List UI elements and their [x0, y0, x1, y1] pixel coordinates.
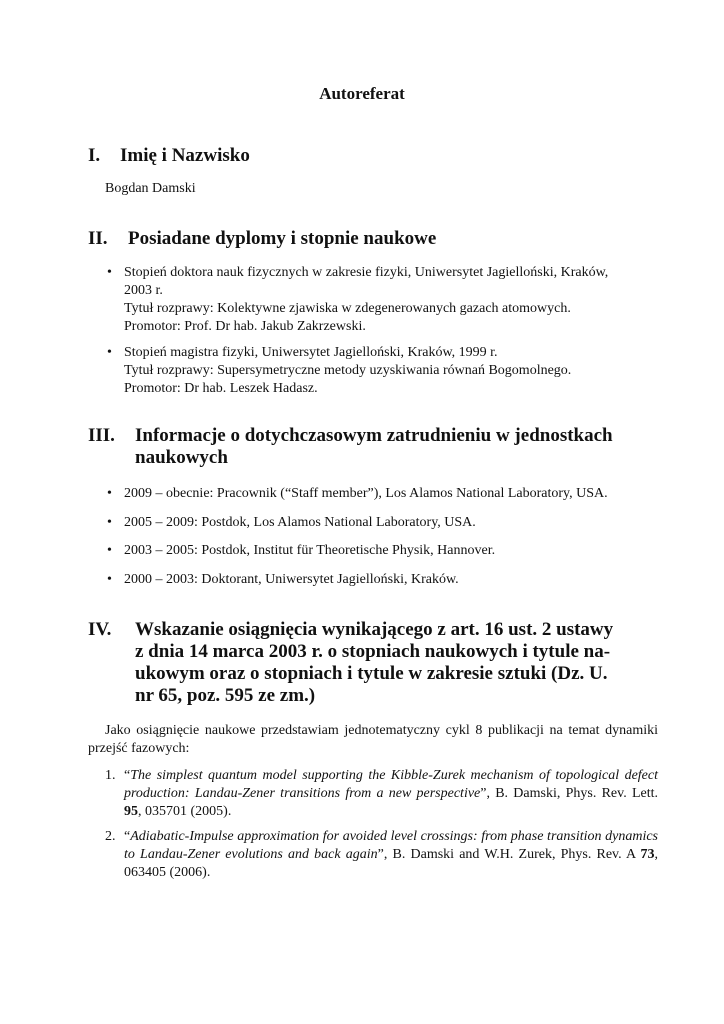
publication-list	[105, 767, 658, 821]
publication-list-2	[105, 828, 658, 882]
section-title: Posiadane dyplomy i stopnie naukowe	[128, 228, 437, 249]
employment-list-3	[105, 542, 660, 560]
list-item: • Stopień doktora nauk fizycznych w zakresie fizyki, Uniwersytet Jagielloński, Kraków, 2003 r. Tytuł rozprawy: Kolektywne zjawiska w zdegenerowanych gazach atomowych. Promotor: Prof. Dr hab. Jakub Zakrzewski.	[107, 265, 609, 334]
employment-list-2	[105, 514, 660, 532]
section-heading-diplomas	[88, 228, 658, 250]
section-title: Wskazanie osiągnięcia wynikającego z art. 16 ust. 2 ustawy	[135, 619, 614, 640]
list-item: • Stopień magistra fizyki, Uniwersytet Jagielloński, Kraków, 1999 r. Tytuł rozprawy: Supersymetryczne metody uzyskiwania równań Bogomolnego. Promotor: Dr hab. Leszek Hadasz.	[107, 345, 572, 396]
section-number: II.	[88, 228, 108, 249]
section-title-cont: ukowym oraz o stopniach i tytule w zakresie sztuki (Dz. U.	[135, 663, 608, 684]
section-number: IV.	[88, 619, 112, 640]
publication-item: 1. “The simplest quantum model supporting the Kibble-Zurek mechanism of topological defect production: Landau-Zener transitions from a new perspective”, B. Damski, Phys. Rev. Lett. 95, 035701 (2005).	[105, 768, 658, 819]
publication-title: The simplest quantum model supporting the Kibble-Zurek mechanism of topological defect production: Landau-Zener transitions from a new perspective	[124, 768, 658, 801]
list-item: • 2009 – obecnie: Pracownik (“Staff member”), Los Alamos National Laboratory, USA.	[107, 486, 608, 501]
publication-title: Adiabatic-Impulse approximation for avoided level crossings: from phase transition dynamics to Landau-Zener evolutions and back again	[124, 829, 658, 862]
employment-list-4	[105, 571, 660, 589]
section-heading-achievement	[88, 619, 658, 707]
page-title: Autoreferat	[319, 84, 405, 103]
publication-volume: 73	[640, 847, 655, 862]
section-number: I.	[88, 145, 101, 166]
section-title: Imię i Nazwisko	[120, 145, 250, 166]
intro-paragraph: Jako osiągnięcie naukowe przedstawiam jednotematyczny cykl 8 publikacji na temat dynamiki przejść fazowych:	[88, 723, 658, 756]
publication-volume: 95	[124, 804, 138, 819]
diploma-list	[105, 264, 660, 336]
section-title-cont: nr 65, poz. 595 ze zm.)	[135, 685, 316, 706]
employment-list	[105, 485, 660, 503]
section-number: III.	[88, 425, 115, 446]
section-heading-name	[88, 145, 658, 167]
diploma-list-2	[105, 344, 660, 398]
list-item: • 2003 – 2005: Postdok, Institut für Theoretische Physik, Hannover.	[107, 543, 496, 558]
section-title-cont: naukowych	[135, 447, 228, 468]
list-item: • 2005 – 2009: Postdok, Los Alamos National Laboratory, USA.	[107, 515, 476, 530]
section-title: Informacje o dotychczasowym zatrudnieniu w jednostkach	[135, 425, 613, 446]
person-name: Bogdan Damski	[105, 181, 196, 196]
section-heading-employment	[88, 425, 658, 469]
list-item: • 2000 – 2003: Doktorant, Uniwersytet Jagielloński, Kraków.	[107, 572, 459, 587]
section-title-cont: z dnia 14 marca 2003 r. o stopniach naukowych i tytule na-	[135, 641, 611, 662]
publication-item: 2. “Adiabatic-Impulse approximation for avoided level crossings: from phase transition dynamics to Landau-Zener evolutions and back again”, B. Damski and W.H. Zurek, Phys. Rev. A 73, 063405 (2006).	[105, 829, 658, 880]
